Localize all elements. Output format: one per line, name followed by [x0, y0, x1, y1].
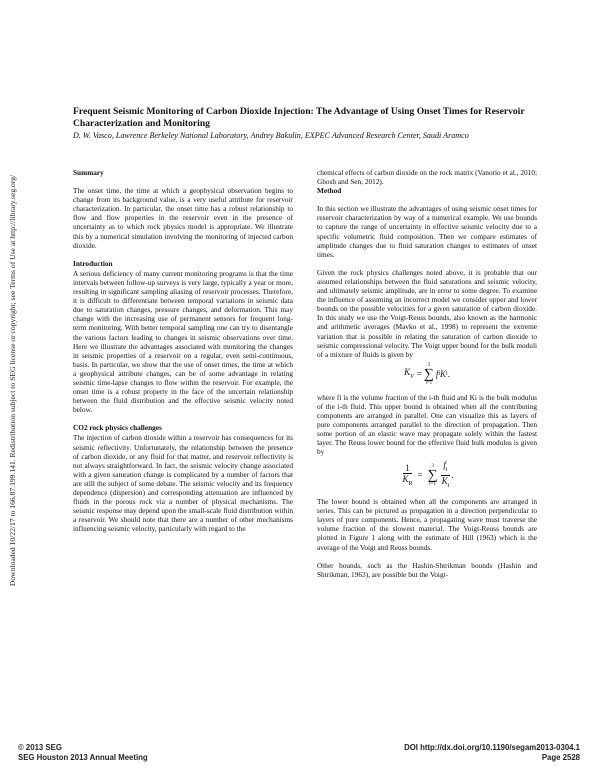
- right-column: [317, 168, 537, 588]
- paper-title: Frequent Seismic Monitoring of Carbon Dioxide Injection: The Advantage of Using Onset Times for Reservoir Characterization and Monitoring: [73, 106, 525, 129]
- bounds-paragraph: Given the rock physics challenges noted above, it is probable that our assumed relationships between the fluid saturations and seismic velocity, and ultimately seismic amplitude, are in error to some degree. To examine the influence of assuming an incorrect model we consider upper and lower bounds on the possible velocities for a given saturation of carbon dioxide. In this study we use the Voigt-Reuss bounds, also known as the harmonic and arithmetic averages (Mavko et al., 1998) to represent the extreme variation that is possible in relating the saturation of carbon dioxide to seismic compressional velocity. The Voigt upper bound for the bulk moduli of a mixture of fluids is given by: [317, 267, 537, 359]
- footer-meeting: SEG Houston 2013 Annual Meeting: [18, 753, 148, 762]
- introduction-heading: Introduction: [73, 258, 113, 268]
- other-bounds-paragraph: Other bounds, such as the Hashin-Shtrikman bounds (Hashin and Shtrikman, 1963), are possible but the Voigt-: [317, 560, 537, 579]
- voigt-equation: $K_V$ = 3 ∑ i=1 f i K i .: [404, 362, 450, 386]
- co2-heading: CO2 rock physics challenges: [73, 423, 162, 433]
- footer-page-number: Page 2528: [541, 753, 580, 762]
- download-notice-text: Downloaded 10/22/17 to 166.87.199.141. Redistribution subject to SEG license or copyright; see Terms of Use at http://library.seg.org/: [8, 174, 18, 586]
- summary-paragraph: The onset time, the time at which a geophysical observation begins to change from its background value, is a very useful attribute for reservoir characterization. In particular, the onset time has a robust relationship to flow and flow properties in the reservoir even in the presence of uncertainty as to which rock physics model is appropriate. We illustrate this by a numerical simulation involving the monitoring of injected carbon dioxide.: [73, 186, 293, 250]
- summation-symbol: 3 ∑ i=1: [423, 362, 434, 386]
- method-paragraph: In this section we illustrate the advantages of using seismic onset times for reservoir characterization by way of a numerical example. We use bounds to capture the range of uncertainty in effective seismic velocity due to a specific volumetric fluid composition. Then we compare estimates of amplitude changes due to fluid saturation changes to estimates of onset times.: [317, 204, 537, 259]
- summary-heading: Summary: [73, 168, 104, 177]
- after-voigt-paragraph: where fi is the volume fraction of the i-th fluid and Ki is the bulk modulus of the i-th fluid. This upper bound is obtained when all the contributing components are arranged in parallel. One can visualize this as layers of pure components arranged parallel to the direction of propagation. Then some portion of an elastic wave may propagate solely within the fastest layer. The Reuss lower bound for the effective fluid bulk modulus is given by: [317, 392, 537, 457]
- introduction-paragraph: A serious deficiency of many current monitoring programs is that the time intervals between follow-up surveys is very large, typically a year or more, resulting in significant sampling aliasing of reservoir processes. Therefore, it is difficult to differentiate between temporal variations in seismic data due to saturation changes, pressure changes, and deformation. This may change with the increasing use of permanent sensors for frequent long-term monitoring. With better temporal sampling one can try to disentangle the various factors leading to changes in seismic observations over time. Here we illustrate the advantages associated with monitoring the changes in seismic properties of a reservoir on a regular, even semi-continuous, basis. In particular, we show that the use of onset times, the time at which a geophysical attribute changes, can be of some advantage in relating seismic time-lapse changes to flow within the reservoir. For example, the onset time is a robust property in the face of the uncertain relationship between the fluid distribution and the effective seismic velocity noted below.: [73, 268, 293, 415]
- page-footer: [18, 743, 580, 771]
- download-notice-sidebar: [6, 100, 20, 660]
- after-reuss-paragraph: The lower bound is obtained when all the components are arranged in series. This can be pictured as propagation in a direction perpendicular to layers of pure components. Hence, a propagating wave must traverse the volume fraction of the slowest material. The Voigt-Reuss bounds are plotted in Figure 1 along with the estimate of Hill (1963) which is the average of the Voigt and Reuss bounds.: [317, 497, 537, 552]
- summation-symbol: 3 ∑ i=1: [427, 463, 438, 487]
- footer-copyright: © 2013 SEG: [18, 743, 62, 752]
- reuss-equation: $\frac{1}{K_R}$ = 3 ∑ i=1 $\frac{f_i}{K_i}$ .: [402, 460, 454, 490]
- paper-authors: D. W. Vasco, Lawrence Berkeley National Laboratory, Andrey Bakulin, EXPEC Advanced Research Center, Saudi Aramco: [73, 131, 469, 140]
- left-column: [73, 168, 293, 542]
- method-heading: Method: [317, 186, 342, 196]
- continuation-paragraph: chemical effects of carbon dioxide on the rock matrix (Vanorio et al., 2010; Ghosh and Sen, 2012).: [317, 168, 537, 187]
- co2-paragraph: The injection of carbon dioxide within a reservoir has consequences for its seismic reflectivity. Unfortunately, the relationship between the presence of carbon dioxide, or any fluid for that matter, and reservoir reflectivity is not always straightforward. In fact, the seismic velocity change associated with a given saturation change is complicated by a number of factors that are still the subject of some debate. The seismic velocity and its frequency dependence (dispersion) and corresponding attenuation are influenced by fluids in the porous rock via a number of physical mechanisms. The seismic response may depend upon the small-scale fluid distribution within a reservoir. We should note that there are a number of other mechanisms influencing seismic velocity, particularly with regard to the: [73, 433, 293, 534]
- footer-doi[interactable]: DOI http://dx.doi.org/10.1190/segam2013-0304.1: [404, 743, 580, 752]
